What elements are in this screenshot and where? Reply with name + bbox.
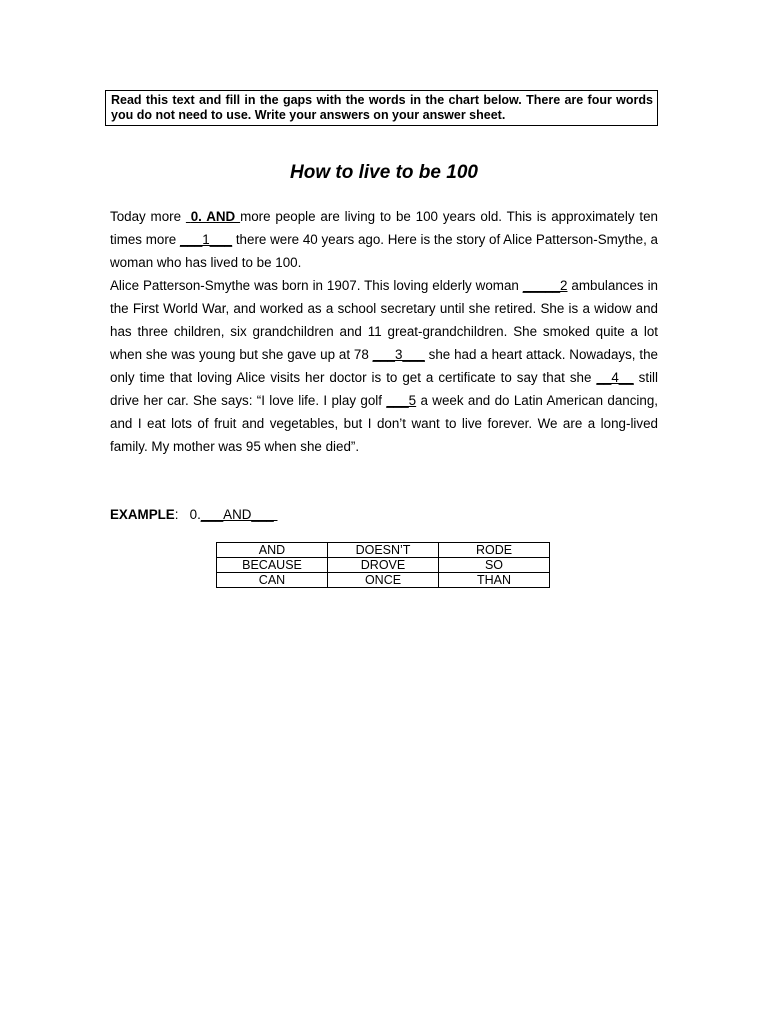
word-cell: THAN [439,573,550,588]
example-label: EXAMPLE [110,507,175,522]
gap-3: ___3___ [372,347,425,362]
gap-2: _____2 [522,278,568,293]
gap-5: ___5 [386,393,417,408]
word-cell: BECAUSE [217,558,328,573]
paragraph-2 [110,274,658,458]
word-cell: ONCE [328,573,439,588]
passage-text: there were 40 years ago. Here is the story of Alice Patterson-Smythe, a woman who has lived to be 100. [110,232,658,270]
word-cell: AND [217,543,328,558]
paragraph-1 [110,205,658,274]
word-chart-row [217,543,550,558]
word-cell: SO [439,558,550,573]
gap-4: __4__ [596,370,634,385]
word-chart-row [217,558,550,573]
passage-text: she had a heart attack. Nowadays, the only time that loving Alice visits her doctor is to get a certificate to say that she [110,347,658,385]
example-line [110,507,277,522]
passage-text: still drive her car. She says: “I love life. I play golf [110,370,658,408]
word-chart [216,542,550,588]
word-cell: DROVE [328,558,439,573]
passage-text: Alice Patterson-Smythe was born in 1907. This loving elderly woman [110,278,523,293]
passage-text: Today more [110,209,186,224]
example-prefix: : 0. [174,507,201,522]
gap-0: 0. AND [190,209,241,224]
reading-passage [110,205,658,458]
page-title: How to live to be 100 [290,162,478,183]
passage-text: a week and do Latin American dancing, and I eat lots of fruit and vegetables, but I don’t want to live forever. We are a long-lived family. My mother was 95 when she died”. [110,393,659,454]
passage-text: more people are living to be 100 years old. This is approximately ten times more [110,209,658,247]
instructions-box: Read this text and fill in the gaps with the words in the chart below. There are four words you do not need to use. Write your answers on your answer sheet. [105,90,658,126]
gap-1: ___1___ [179,232,233,247]
passage-text: ambulances in the First World War, and worked as a school secretary until she retired. She is a widow and has three children, six grandchildren and 11 great-grandchildren. She smoked quite a lot when she was young but she gave up at 78 [110,278,658,362]
example-answer: ___AND___ [200,507,278,522]
word-cell: CAN [217,573,328,588]
word-cell: RODE [439,543,550,558]
word-chart-row [217,573,550,588]
word-cell: DOESN’T [328,543,439,558]
